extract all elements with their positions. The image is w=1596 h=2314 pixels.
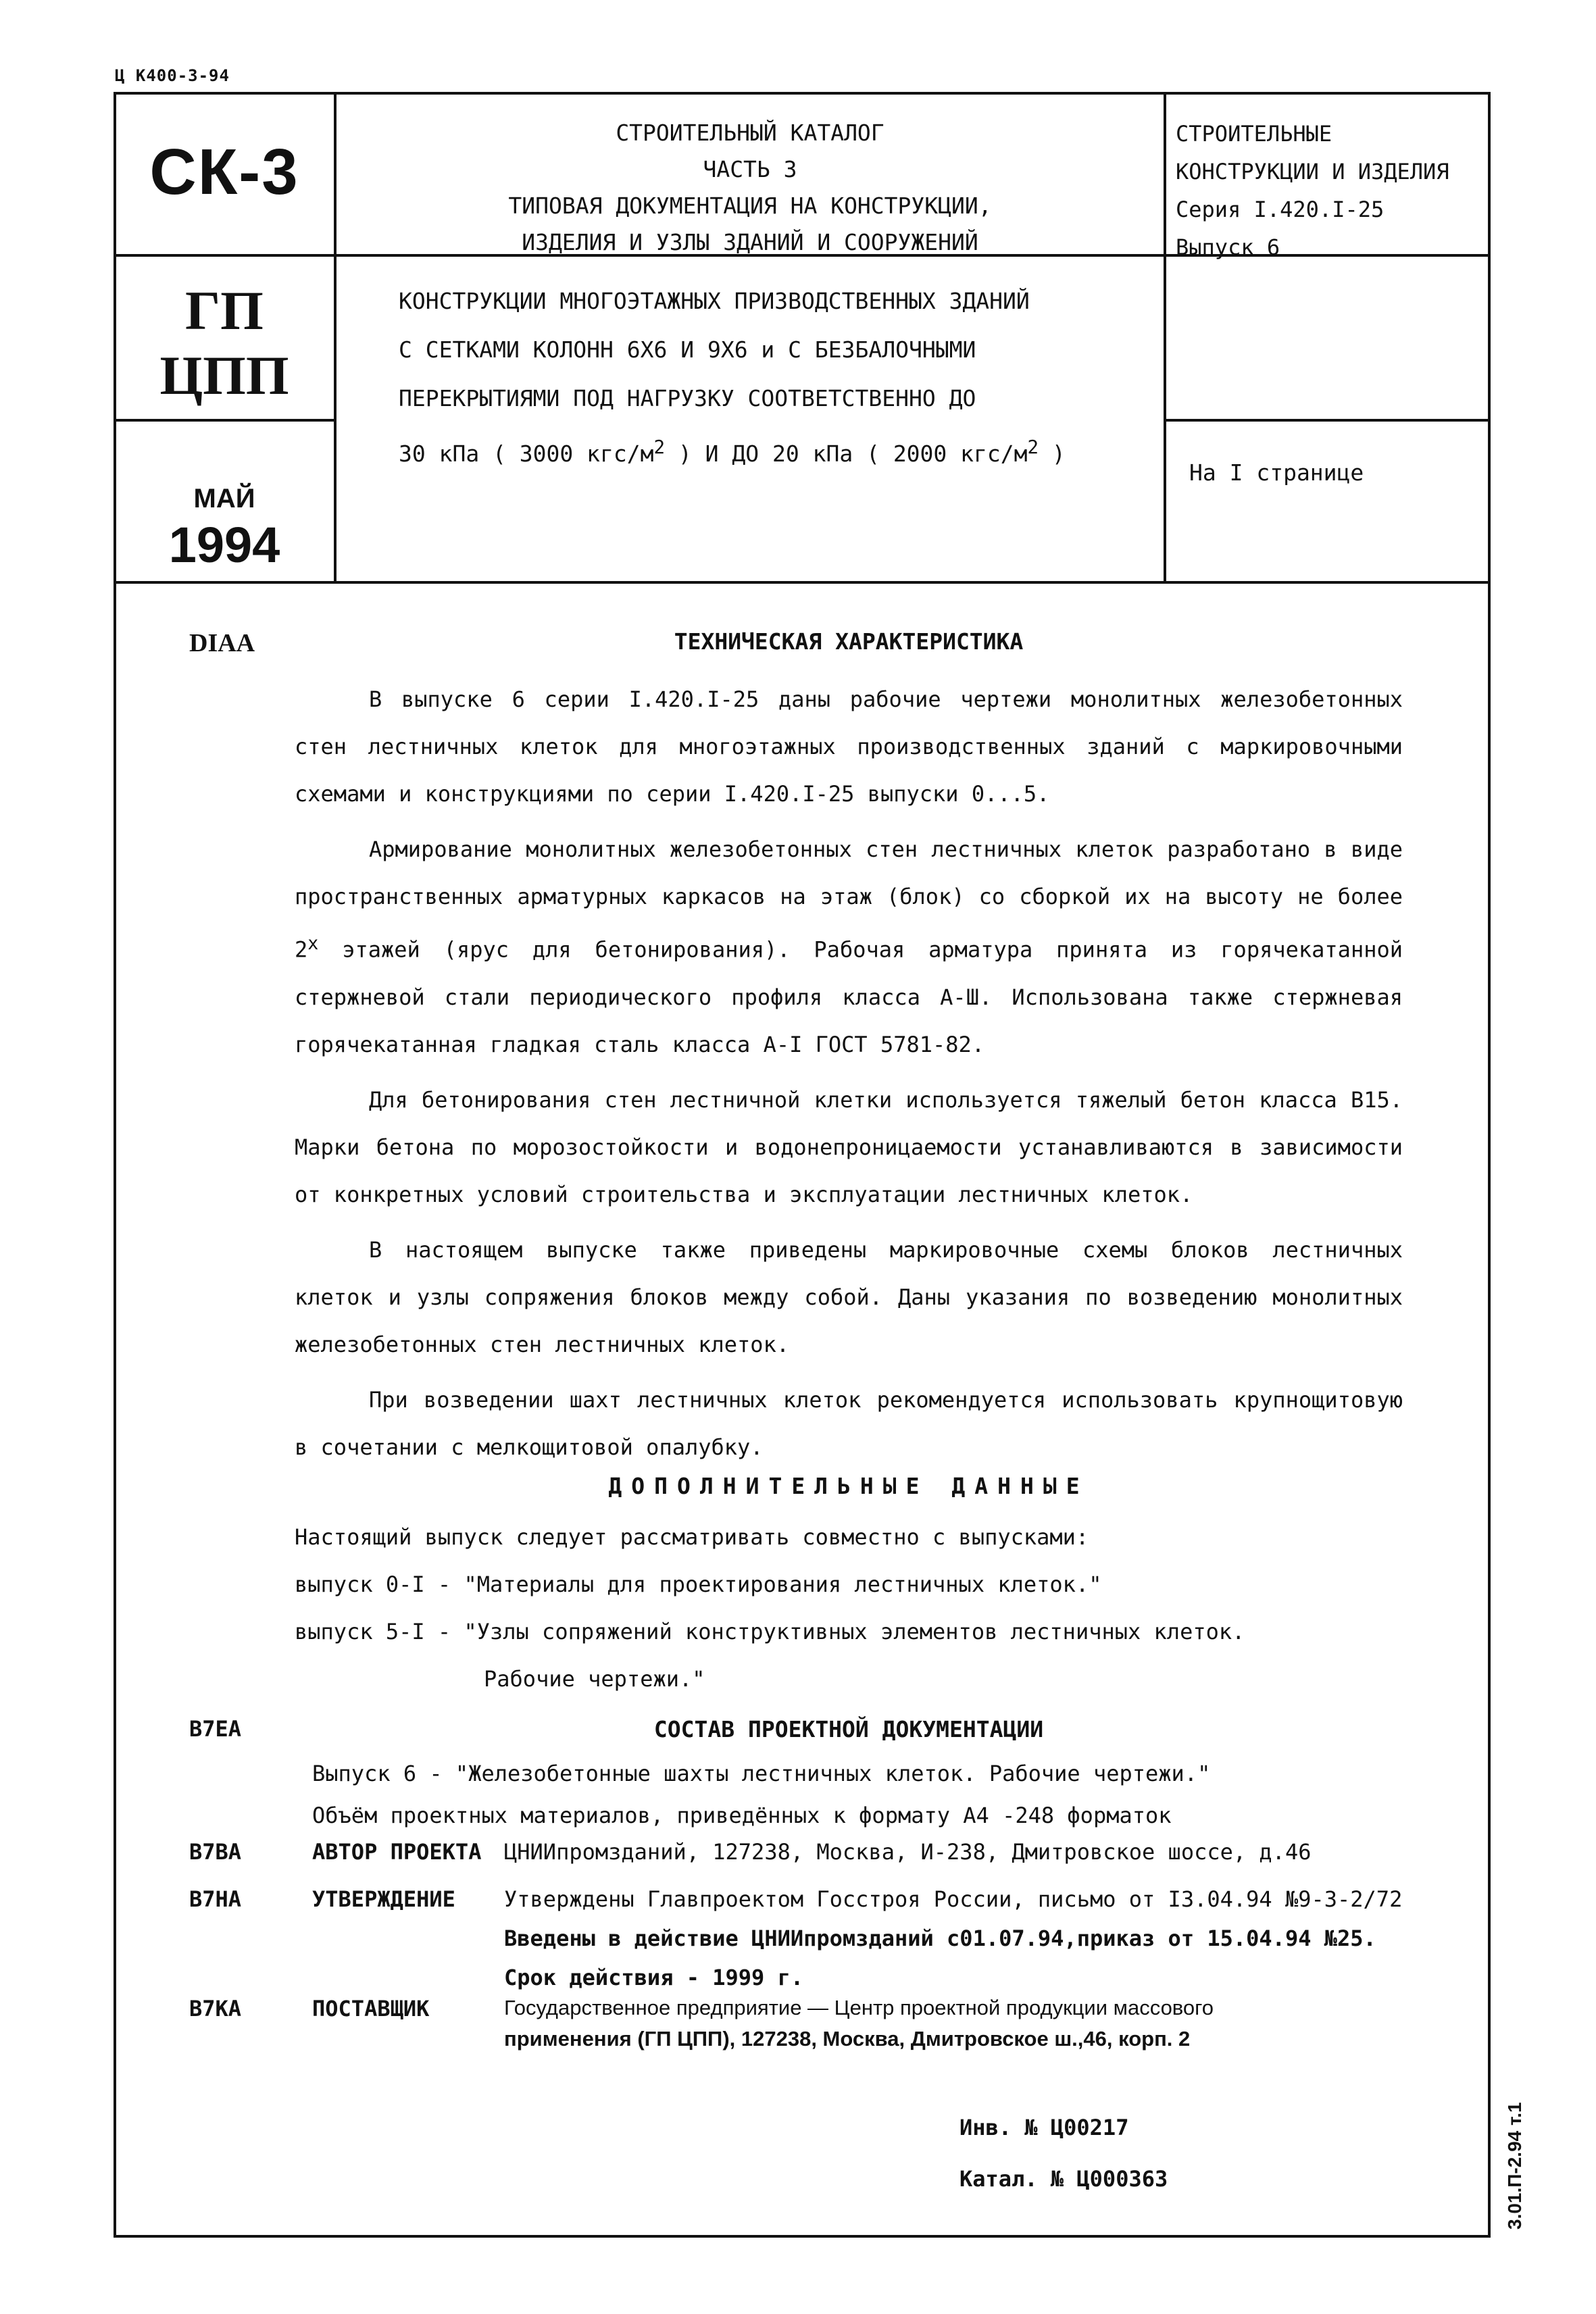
side-code: 3.01.П-2.94 т.1 bbox=[1504, 2102, 1525, 2230]
additional-line: Рабочие чертежи." bbox=[484, 1666, 705, 1692]
approval-line: Срок действия - 1999 г. bbox=[504, 1965, 804, 1990]
approval-line: Утверждены Главпроектом Госстроя России, письмо от I3.04.94 №9-3-2/72 bbox=[504, 1886, 1403, 1912]
author-label: АВТОР ПРОЕКТА bbox=[312, 1839, 482, 1865]
series-info bbox=[1176, 115, 1487, 266]
tech-paragraph: В выпуске 6 серии I.420.I-25 даны рабочие чертежи монолитных железобетонных стен лестничных клеток для многоэтажных производственных зданий с маркировочными схемами и конструкциями по серии I.420.I-25 выпуски 0...5. bbox=[295, 686, 1403, 807]
title-line: ПЕРЕКРЫТИЯМИ ПОД НАГРУЗКУ СООТВЕТСТВЕННО ДО bbox=[399, 385, 976, 411]
tech-paragraph: Армирование монолитных железобетонных стен лестничных клеток разработано в виде пространственных арматурных каркасов на этаж (блок) со сборкой их на высоту не более $2^х$ этажей (ярус для бетонирования). Рабочая арматура принята из горячекатанной стержневой стали периодического профиля класса А-Ш. Использована также стержневая горячекатанная гладкая сталь класса А-I ГОСТ 5781-82. bbox=[295, 836, 1403, 1057]
tech-description bbox=[295, 676, 1403, 1471]
approval-tag: В7НА bbox=[189, 1886, 242, 1912]
supplier-label: ПОСТАВЩИК bbox=[312, 1996, 430, 2021]
header-code: Ц К400-3-94 bbox=[115, 66, 230, 85]
catalog-code: СК-3 bbox=[149, 136, 299, 208]
divider-body bbox=[116, 581, 1488, 584]
inventory-number: Инв. № Ц00217 bbox=[959, 2115, 1129, 2140]
approval-line: Введены в действие ЦНИИпромзданий с01.07.94,приказ от 15.04.94 №25. bbox=[504, 1926, 1376, 1951]
title-line: 30 кПа ( 3000 кгс/$м^2$ ) И ДО 20 кПа ( 2000 кгс/$м^2$ ) bbox=[399, 436, 1066, 467]
divider-left-column bbox=[334, 95, 336, 584]
divider-right-column bbox=[1164, 95, 1166, 584]
composition-heading: СОСТАВ ПРОЕКТНОЙ ДОКУМЕНТАЦИИ bbox=[653, 1716, 1044, 1742]
series-line: Выпуск 6 bbox=[1176, 234, 1280, 260]
catalog-info bbox=[338, 115, 1162, 261]
supplier-line: применения (ГП ЦПП), 127238, Москва, Дмитровское ш.,46, корп. 2 bbox=[504, 2027, 1191, 2051]
catalog-line: ТИПОВАЯ ДОКУМЕНТАЦИЯ НА КОНСТРУКЦИИ, bbox=[508, 193, 992, 219]
series-line: КОНСТРУКЦИИ И ИЗДЕЛИЯ bbox=[1176, 159, 1449, 184]
title-line: КОНСТРУКЦИИ МНОГОЭТАЖНЫХ ПРИЗВОДСТВЕННЫХ ЗДАНИЙ bbox=[399, 288, 1030, 314]
title-line: С СЕТКАМИ КОЛОНН 6Х6 И 9Х6 и С БЕЗБАЛОЧНЫМИ bbox=[399, 336, 976, 363]
composition-tag: В7ЕА bbox=[189, 1716, 242, 1742]
additional-heading: ДОПОЛНИТЕЛЬНЫЕ ДАННЫЕ bbox=[608, 1473, 1089, 1499]
series-line: СТРОИТЕЛЬНЫЕ bbox=[1176, 121, 1332, 147]
additional-line: выпуск 0-I - "Материалы для проектирования лестничных клеток." bbox=[295, 1571, 1102, 1597]
org-line2: ЦПП bbox=[159, 345, 289, 406]
additional-line: Настоящий выпуск следует рассматривать совместно с выпусками: bbox=[295, 1524, 1089, 1550]
tech-paragraph: Для бетонирования стен лестничной клетки используется тяжелый бетон класса В15. Марки бетона по морозостойкости и водонепроницаемости устанавливаются в зависимости от конкретных условий строительства и эксплуатации лестничных клеток. bbox=[295, 1086, 1403, 1207]
org-name bbox=[116, 278, 332, 408]
series-line: Серия I.420.I-25 bbox=[1176, 197, 1385, 222]
author-value: ЦНИИпромзданий, 127238, Москва, И-238, Дмитровское шоссе, д.46 bbox=[504, 1839, 1312, 1865]
release-month: МАЙ bbox=[193, 484, 255, 513]
tech-heading: ТЕХНИЧЕСКАЯ ХАРАКТЕРИСТИКА bbox=[674, 628, 1024, 655]
approval-label: УТВЕРЖДЕНИЕ bbox=[312, 1886, 455, 1912]
tech-tag: DIAA bbox=[189, 629, 255, 657]
author-tag: В7ВА bbox=[189, 1839, 242, 1865]
pages-note: На I странице bbox=[1189, 459, 1364, 486]
catalog-line: ЧАСТЬ 3 bbox=[703, 156, 797, 182]
additional-line: выпуск 5-I - "Узлы сопряжений конструктивных элементов лестничных клеток. bbox=[295, 1619, 1245, 1644]
tech-paragraph: В настоящем выпуске также приведены маркировочные схемы блоков лестничных клеток и узлы сопряжения блоков между собой. Даны указания по возведению монолитных железобетонных стен лестничных клеток. bbox=[295, 1236, 1403, 1357]
catalog-number: Катал. № Ц000363 bbox=[959, 2166, 1168, 2192]
tech-paragraph: При возведении шахт лестничных клеток рекомендуется использовать крупнощитовую в сочетании с мелкощитовой опалубку. bbox=[295, 1386, 1403, 1460]
divider-right-mid bbox=[1164, 419, 1491, 422]
divider-left-mid bbox=[116, 419, 335, 422]
org-line1: ГП bbox=[185, 280, 264, 341]
composition-line: Выпуск 6 - "Железобетонные шахты лестничных клеток. Рабочие чертежи." bbox=[312, 1761, 1211, 1786]
catalog-line: СТРОИТЕЛЬНЫЙ КАТАЛОГ bbox=[616, 120, 884, 146]
supplier-tag: В7КА bbox=[189, 1996, 242, 2021]
release-year: 1994 bbox=[168, 517, 280, 573]
document-title bbox=[399, 277, 1162, 478]
supplier-line: Государственное предприятие — Центр проектной продукции массового bbox=[504, 1996, 1214, 2019]
catalog-line: ИЗДЕЛИЯ И УЗЛЫ ЗДАНИЙ И СООРУЖЕНИЙ bbox=[522, 229, 978, 255]
composition-line: Объём проектных материалов, приведённых к формату А4 -248 форматок bbox=[312, 1803, 1172, 1828]
